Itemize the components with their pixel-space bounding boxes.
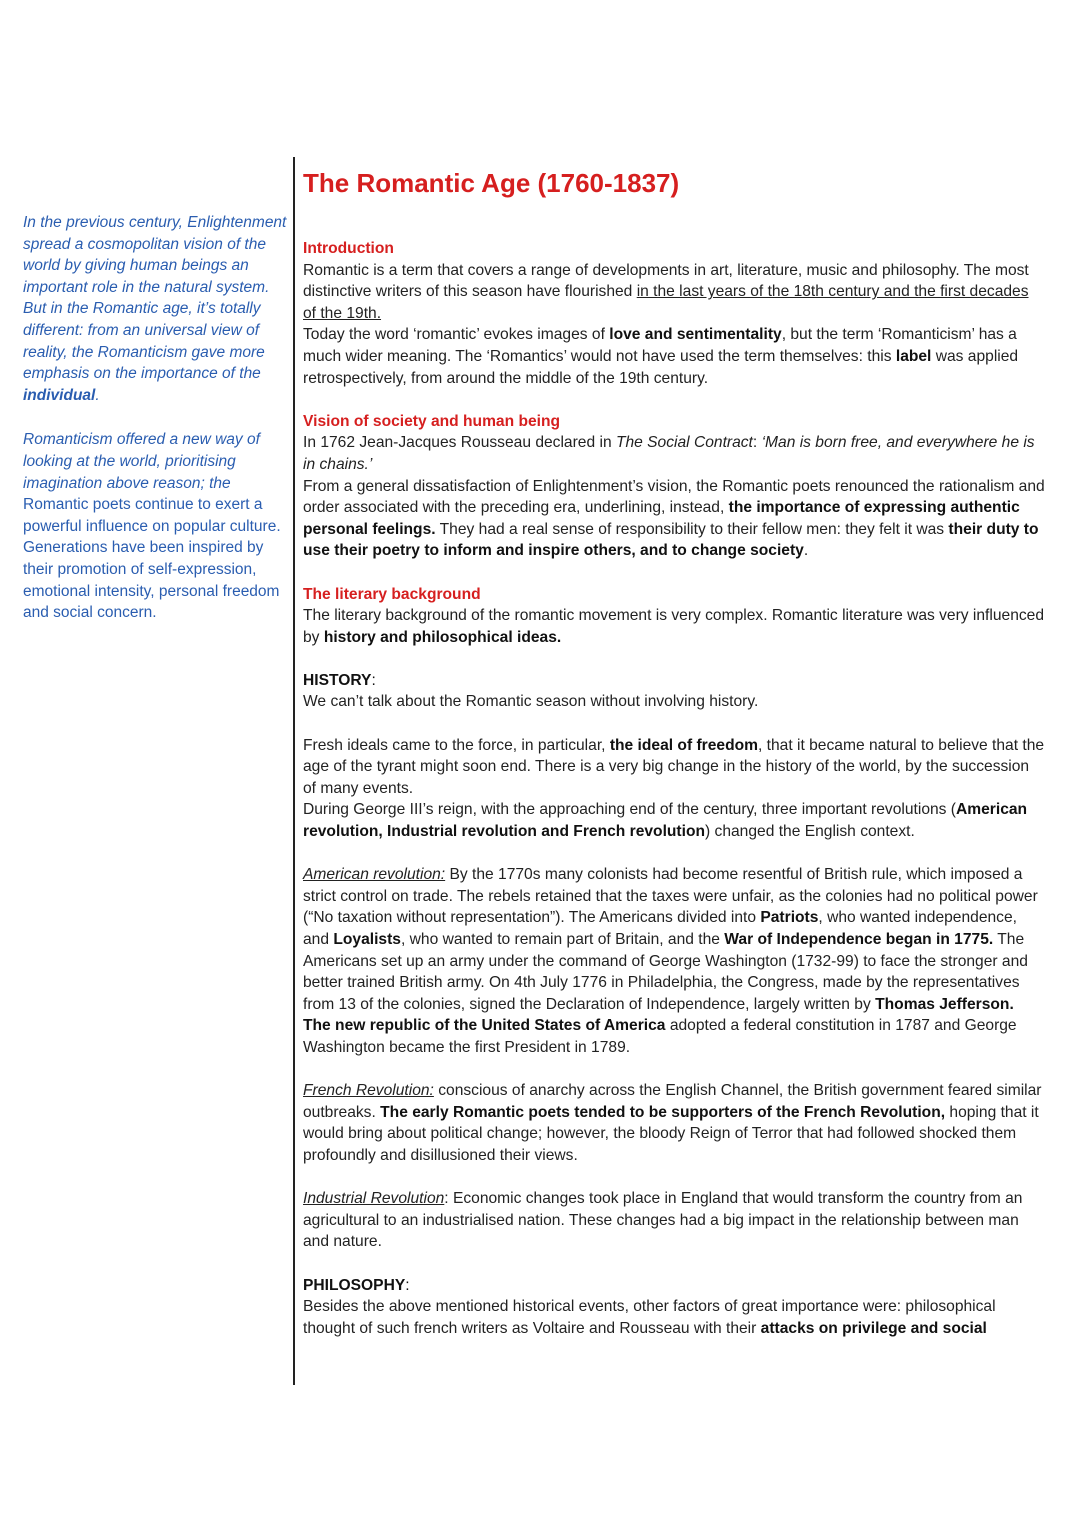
- american-revolution-paragraph: American revolution: By the 1770s many colonists had become resentful of British rule, which imposed a strict control on trade. The rebels retained that the taxes were unfair, as the colonies had no political power (“No taxation without representation”). The Americans divided into Patriots, who wanted independence, and Loyalists, who wanted to remain part of Britain, and the War of Independence began in 1775. The Americans set up an army under the command of George Washington (1732-99) to face the stronger and better trained British army. On 4th July 1776 in Philadelphia, the Congress, made by the representatives from 13 of the colonies, signed the Declaration of Independence, largely written by Thomas Jefferson. The new republic of the United States of America adopted a federal constitution in 1787 and George Washington became the first President in 1789.: [303, 866, 1038, 1056]
- history-paragraph-3: During George III’s reign, with the approaching end of the century, three important revolutions (American revolution, Industrial revolution and French revolution) changed the English context.: [303, 801, 1028, 841]
- sidebar-notes: [23, 212, 289, 647]
- industrial-revolution-paragraph: Industrial Revolution: Economic changes took place in England that would transform the country from an agricultural to an industrialised nation. These changes had a big impact in the relationship between man and nature.: [303, 1190, 1023, 1251]
- section-heading-literary: The literary background: [303, 585, 481, 603]
- vision-paragraph-1: In 1762 Jean-Jacques Rousseau declared in The Social Contract: ‘Man is born free, and everywhere he is in chains.’: [303, 434, 1035, 473]
- vision-paragraph-2: From a general dissatisfaction of Enlightenment’s vision, the Romantic poets renounced the rationalism and order associated with the preceding era, underlining, instead, the importance of expressing authentic personal feelings. They had a real sense of responsibility to their fellow men: they felt it was their duty to use their poetry to inform and inspire others, and to change society.: [303, 477, 1045, 560]
- history-paragraph-2: Fresh ideals came to the force, in particular, the ideal of freedom, that it became natural to believe that the age of the tyrant might soon end. There is a very big change in the history of the world, by the succession of many events.: [303, 736, 1045, 797]
- sidebar-note-romanticism: Romanticism offered a new way of looking at the world, prioritising imagination above reason; the Romantic poets continue to exert a powerful influence on popular culture. Generations have been inspired by their promotion of self-expression, emotional intensity, personal freedom and social concern.: [23, 431, 281, 622]
- literary-paragraph-1: The literary background of the romantic movement is very complex. Romantic literature was very influenced by history and philosophical ideas.: [303, 607, 1045, 646]
- column-divider: [293, 157, 295, 1385]
- section-heading-introduction: Introduction: [303, 240, 394, 257]
- subheading-philosophy: PHILOSOPHY:: [303, 1276, 410, 1294]
- section-heading-vision: Vision of society and human being: [303, 412, 561, 430]
- sidebar-note-enlightenment: In the previous century, Enlightenment spread a cosmopolitan vision of the world by giving human beings an important role in the natural system. But in the Romantic age, it’s totally different: from an universal view of reality, the Romanticism gave more emphasis on the importance of the individual.: [23, 214, 287, 404]
- history-paragraph-1: We can’t talk about the Romantic season without involving history.: [303, 693, 759, 711]
- french-revolution-paragraph: French Revolution: conscious of anarchy across the English Channel, the British government feared similar outbreaks. The early Romantic poets tended to be supporters of the French Revolution, hoping that it would bring about political change; however, the bloody Reign of Terror that had followed shocked them profoundly and disillusioned their views.: [303, 1082, 1042, 1164]
- page-title: The Romantic Age (1760-1837): [303, 168, 680, 198]
- intro-paragraph-1: Romantic is a term that covers a range of developments in art, literature, music and philosophy. The most distinctive writers of this season have flourished in the last years of the 18th century and the first decades of the 19th.: [303, 261, 1029, 322]
- intro-paragraph-2: Today the word ‘romantic’ evokes images of love and sentimentality, but the term ‘Romanticism’ has a much wider meaning. The ‘Romantics’ would not have used the term themselves: this label was applied retrospectively, from around the middle of the 19th century.: [303, 326, 1019, 387]
- subheading-history: HISTORY:: [303, 671, 376, 689]
- philosophy-paragraph-1: Besides the above mentioned historical events, other factors of great importance were: philosophical thought of such french writers as Voltaire and Rousseau with their attacks on privilege and social: [303, 1298, 996, 1337]
- main-content: [303, 166, 1045, 1339]
